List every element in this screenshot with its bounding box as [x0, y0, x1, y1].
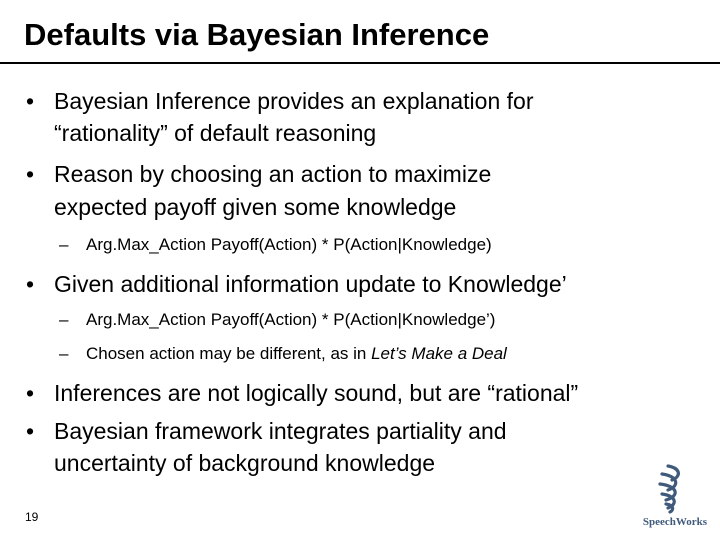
sub-bullet-marker: –: [59, 310, 69, 329]
sub-bullet-text: Chosen action may be different, as in: [86, 344, 372, 363]
sub-bullet-item: [59, 306, 496, 333]
bullet-item: [26, 267, 567, 302]
bullet-line: Bayesian framework integrates partiality and: [54, 418, 507, 444]
bullet-line: Reason by choosing an action to maximize: [54, 161, 492, 187]
bullet-item-continuation: [54, 190, 456, 225]
sub-bullet-text: Arg.Max_Action Payoff(Action) * P(Action|Knowledge): [86, 235, 492, 254]
bullet-item: [26, 414, 507, 449]
bullet-item: [26, 84, 534, 119]
bullet-marker: •: [26, 418, 35, 444]
bullet-line: Bayesian Inference provides an explanation for: [54, 88, 534, 114]
bullet-marker: •: [26, 271, 35, 297]
sub-bullet-text: Arg.Max_Action Payoff(Action) * P(Action|Knowledge’): [86, 310, 496, 329]
logo-swoosh-icon: [660, 466, 678, 512]
sub-bullet-italic: Let’s Make a Deal: [371, 344, 507, 363]
sub-bullet-item: [59, 340, 507, 367]
logo-text: SpeechWorks: [642, 516, 708, 528]
bullet-item: [26, 157, 492, 192]
bullet-marker: •: [26, 88, 35, 114]
bullet-item-continuation: [54, 116, 376, 151]
bullet-line: Given additional information update to Knowledge’: [54, 271, 567, 297]
slide-title: Defaults via Bayesian Inference: [24, 17, 490, 52]
bullet-marker: •: [26, 161, 35, 187]
sub-bullet-item: [59, 231, 492, 258]
bullet-line: uncertainty of background knowledge: [54, 450, 436, 476]
page-number: 19: [25, 510, 39, 524]
bullet-item: [26, 376, 579, 411]
bullet-line: Inferences are not logically sound, but are “rational”: [54, 380, 579, 406]
bullet-marker: •: [26, 380, 35, 406]
bullet-line: expected payoff given some knowledge: [54, 194, 457, 220]
sub-bullet-marker: –: [59, 235, 69, 254]
bullet-line: “rationality” of default reasoning: [54, 120, 377, 146]
bullet-item-continuation: [54, 446, 435, 481]
speechworks-logo: [640, 460, 710, 530]
sub-bullet-marker: –: [59, 344, 69, 363]
